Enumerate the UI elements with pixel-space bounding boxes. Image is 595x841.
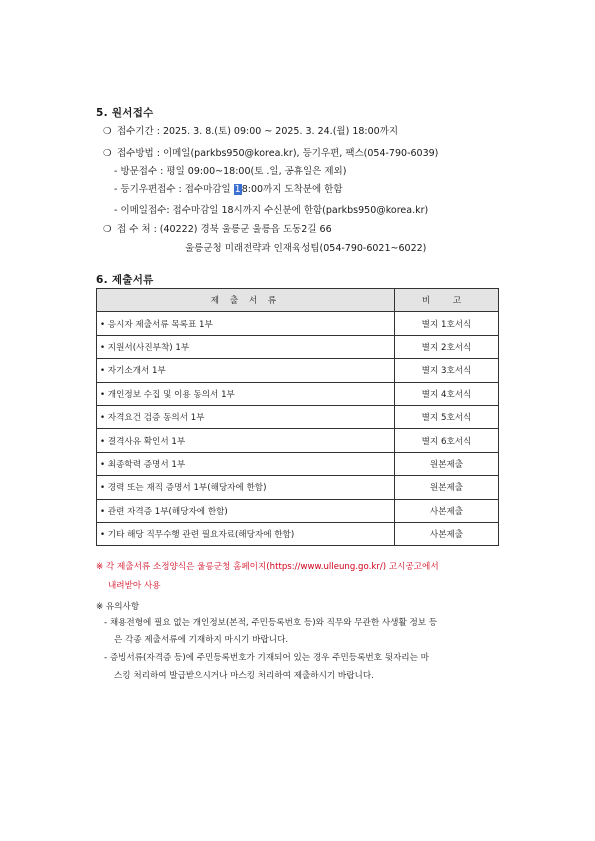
remark-cell: 원본제출 <box>395 452 499 475</box>
remark-cell: 별지 6호서식 <box>395 429 499 452</box>
section-5-title: 5. 원서접수 <box>96 107 154 119</box>
table-row <box>97 476 499 499</box>
doc-cell: • 자기소개서 1부 <box>97 359 395 382</box>
doc-cell: • 기타 해당 직무수행 관련 필요자료(해당자에 한함) <box>97 522 395 545</box>
remark-cell: 별지 1호서식 <box>395 312 499 335</box>
doc-cell: • 결격사유 확인서 1부 <box>97 429 395 452</box>
remark-cell: 별지 5호서식 <box>395 405 499 428</box>
table-row <box>97 405 499 428</box>
caution-item-1: - 채용전형에 필요 없는 개인정보(본적, 주민등록번호 등)와 직무와 무관한 사생활 정보 등 <box>104 618 438 628</box>
doc-cell: • 지원서(사진부착) 1부 <box>97 335 395 358</box>
caution-title: ※ 유의사항 <box>96 602 140 612</box>
table-header-row <box>97 289 499 312</box>
remark-cell: 원본제출 <box>395 476 499 499</box>
method-mail <box>114 184 343 196</box>
method-mail-text-end: 8:00까지 도착분에 한함 <box>241 184 343 195</box>
remark-cell: 사본제출 <box>395 522 499 545</box>
method-visit: - 방문접수 : 평일 09:00~18:00(토 .일, 공휴일은 제외) <box>114 166 347 177</box>
table-row <box>97 429 499 452</box>
method-email: - 이메일접수: 접수마감일 18시까지 수신분에 한함(parkbs950@korea.kr) <box>114 205 429 216</box>
section-6-title: 6. 제출서류 <box>96 274 154 286</box>
table-row <box>97 499 499 522</box>
header-documents: 제 출 서 류 <box>97 289 395 312</box>
caution-item-1-cont: 은 각종 제출서류에 기재하지 마시기 바랍니다. <box>114 635 289 645</box>
place-office: 울릉군청 미래전략과 인재육성팀(054-790-6021~6022) <box>185 243 427 254</box>
period-item <box>103 126 398 138</box>
method-text: 접수방법 : 이메일(parkbs950@korea.kr), 등기우편, 팩스(054-790-6039) <box>117 148 439 159</box>
doc-cell: • 개인정보 수집 및 이용 동의서 1부 <box>97 382 395 405</box>
form-download-note: ※ 각 제출서류 소정양식은 울릉군청 홈페이지(https://www.ulleung.go.kr/) 고시공고에서 <box>96 562 439 572</box>
form-download-note-cont: 내려받아 사용 <box>108 581 161 591</box>
documents-table <box>96 288 499 546</box>
remark-cell: 사본제출 <box>395 499 499 522</box>
table-row <box>97 312 499 335</box>
method-item <box>103 148 438 160</box>
circle-bullet-icon: ❍ <box>103 224 112 235</box>
table-row <box>97 452 499 475</box>
table-row <box>97 522 499 545</box>
place-text: 접 수 처 : (40222) 경북 울릉군 울릉읍 도동2길 66 <box>117 224 332 235</box>
table-row <box>97 382 499 405</box>
table-row <box>97 359 499 382</box>
table-row <box>97 335 499 358</box>
doc-cell: • 최종학력 증명서 1부 <box>97 452 395 475</box>
remark-cell: 별지 4호서식 <box>395 382 499 405</box>
selected-text-highlight[interactable]: 1 <box>234 184 241 195</box>
header-remarks: 비 고 <box>395 289 499 312</box>
place-item <box>103 224 332 236</box>
doc-cell: • 응시자 제출서류 목록표 1부 <box>97 312 395 335</box>
remark-cell: 별지 3호서식 <box>395 359 499 382</box>
method-mail-text: - 등기우편접수 : 접수마감일 <box>114 184 234 195</box>
remark-cell: 별지 2호서식 <box>395 335 499 358</box>
period-text: 접수기간 : 2025. 3. 8.(토) 09:00 ~ 2025. 3. 24.(월) 18:00까지 <box>117 126 399 137</box>
doc-cell: • 경력 또는 재직 증명서 1부(해당자에 한함) <box>97 476 395 499</box>
caution-item-2: - 증빙서류(자격증 등)에 주민등록번호가 기재되어 있는 경우 주민등록번호 뒷자리는 마 <box>104 653 429 663</box>
doc-cell: • 관련 자격증 1부(해당자에 한함) <box>97 499 395 522</box>
caution-item-2-cont: 스킹 처리하여 발급받으시거나 마스킹 처리하여 제출하시기 바랍니다. <box>114 671 374 681</box>
circle-bullet-icon: ❍ <box>103 126 112 137</box>
circle-bullet-icon: ❍ <box>103 148 112 159</box>
doc-cell: • 자격요건 검증 동의서 1부 <box>97 405 395 428</box>
